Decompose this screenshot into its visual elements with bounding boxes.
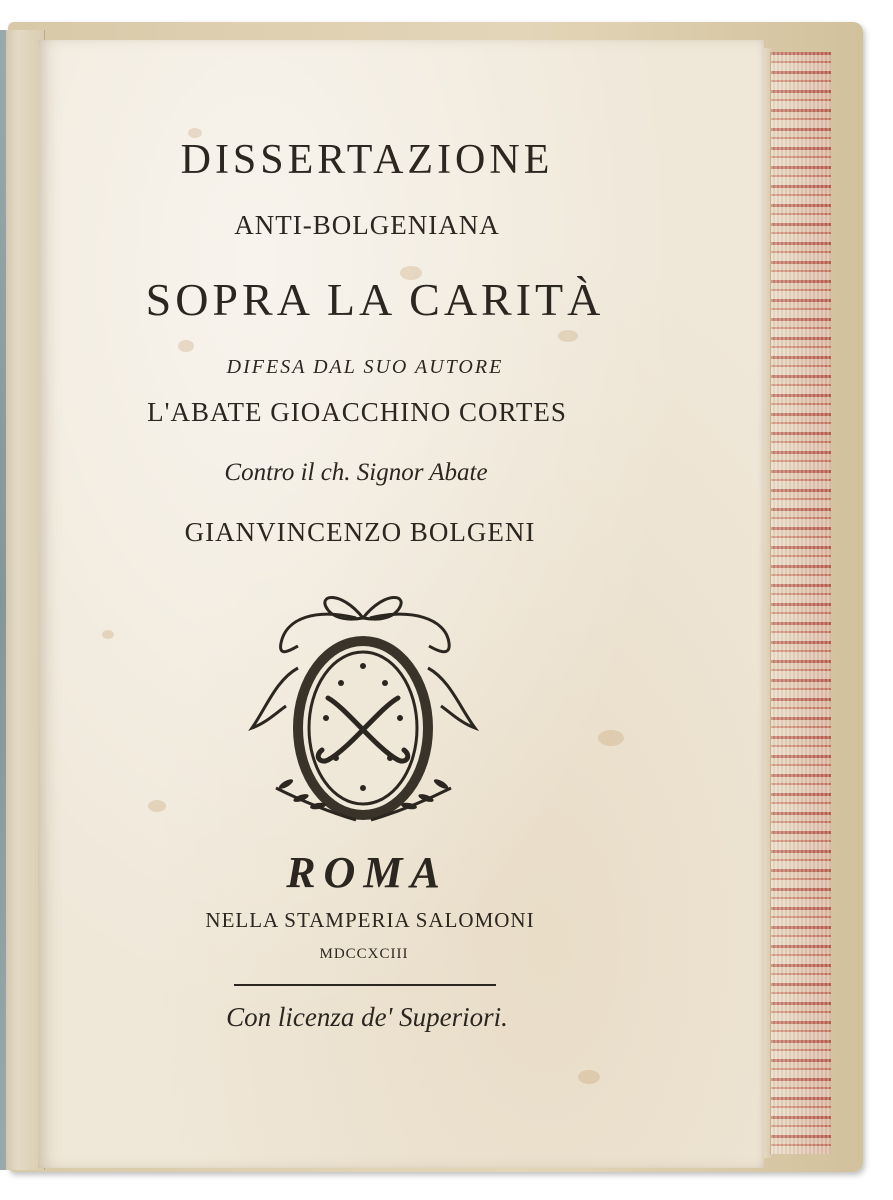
title-page <box>38 40 764 1168</box>
title-line-anti-bolgeniana: ANTI-BOLGENIANA <box>234 210 500 240</box>
foxing-spot <box>102 630 114 639</box>
foxing-spot <box>598 730 624 746</box>
foxing-spot <box>148 800 166 812</box>
title-line-difesa: DIFESA DAL SUO AUTORE <box>226 356 504 378</box>
foxing-spot <box>578 1070 600 1084</box>
imprint-rule <box>234 984 496 986</box>
opponent-line: GIANVINCENZO BOLGENI <box>184 517 536 547</box>
contro-line: Contro il ch. Signor Abate <box>224 459 488 486</box>
license-line: Con licenza de' Superiori. <box>226 1002 508 1032</box>
author-line: L'ABATE GIOACCHINO CORTES <box>147 397 567 427</box>
imprint-press: NELLA STAMPERIA SALOMONI <box>205 908 535 932</box>
sprinkled-fore-edge <box>770 52 831 1154</box>
foxing-spot <box>558 330 578 342</box>
title-line-sopra-la-carita: SOPRA LA CARITÀ <box>145 274 605 325</box>
title-line-dissertazione: DISSERTAZIONE <box>180 137 554 183</box>
monogram-cartouche-icon <box>246 588 481 830</box>
imprint-city: ROMA <box>286 848 448 897</box>
foxing-spot <box>178 340 194 352</box>
imprint-year: MDCCXCIII <box>319 946 409 962</box>
